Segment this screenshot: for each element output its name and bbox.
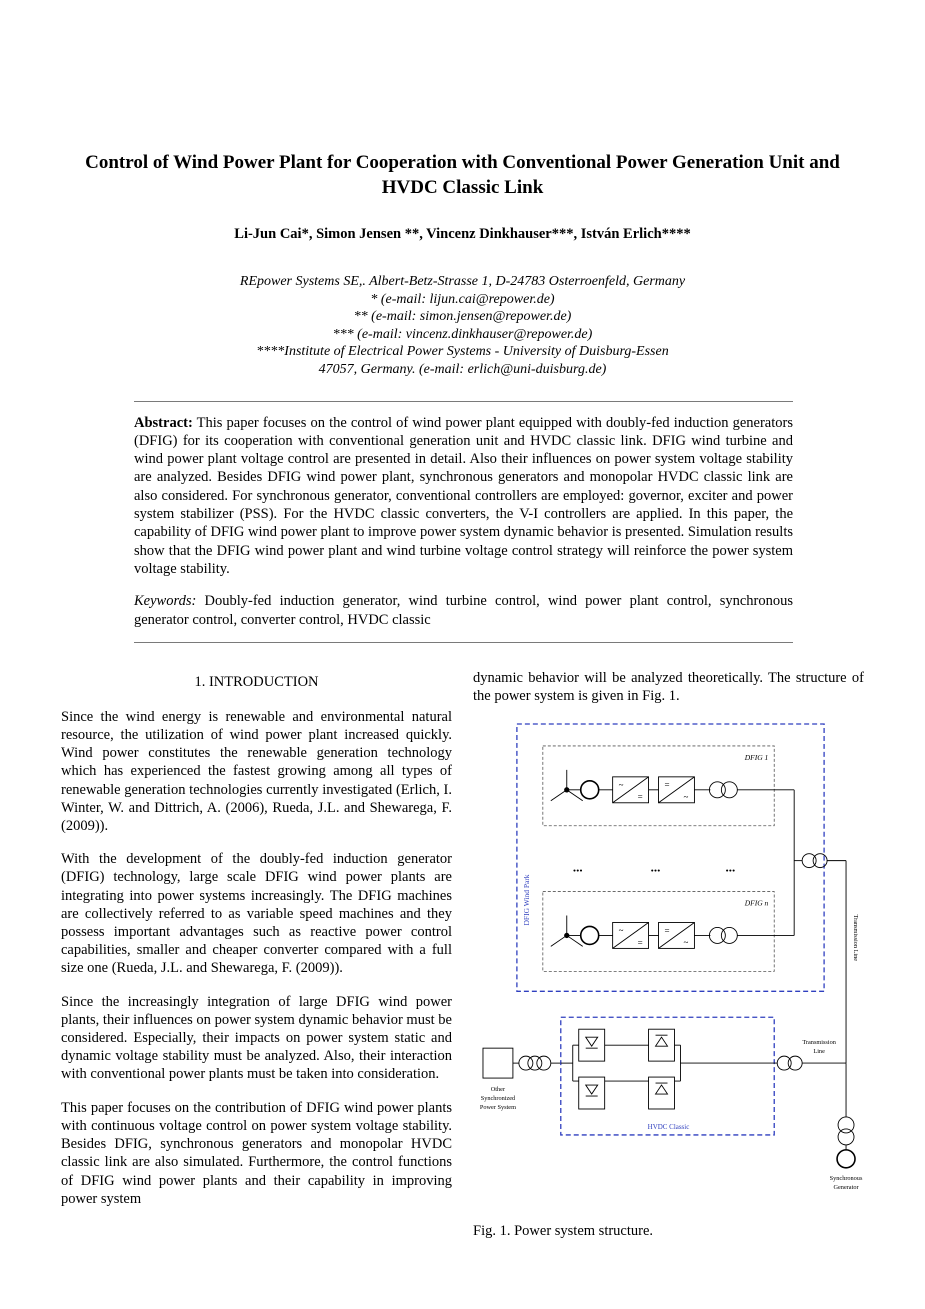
abstract-paragraph [134, 414, 793, 579]
ac-symbol: ~ [683, 792, 689, 803]
transformer-icon [709, 928, 725, 944]
dc-symbol: = [664, 780, 670, 791]
divider [134, 642, 793, 643]
transmission-line-label: Transmission Line [852, 914, 860, 962]
ac-symbol: ~ [618, 925, 624, 936]
body-paragraph: This paper focuses on the contribution of DFIG wind power plants with continuous voltage control on power system voltage stability. Besides DFIG, synchronous generators and monopolar HVDC classic link are also simulated. Furthermore, the control functions of DFIG wind power plants and their capability in improving power system [61, 1099, 452, 1207]
abstract-text: This paper focuses on the control of wind power plant equipped with doubly-fed induction generators (DFIG) for its cooperation with conventional generation unit and HVDC classic link. DFIG wind turbine and wind power plant voltage control are presented in detail. Also their influences on power system voltage stability are analyzed. Besides DFIG wind power plant, synchronous generators and monopolar HVDC classic link are also considered. For synchronous generator, conventional controllers are employed: governor, exciter and power system stabilizer (PSS). For the HVDC classic converters, the V-I controllers are applied. In this paper, the capability of DFIG wind power plant to improve power system dynamic behavior is presented. Simulation results show that the DFIG wind power plant and wind turbine voltage control strategy will reinforce the power system voltage stability. [134, 414, 793, 577]
dfig-unit-n [543, 892, 794, 972]
abstract-section [134, 401, 793, 643]
ac-symbol: ~ [683, 937, 689, 948]
dc-symbol: = [664, 925, 670, 936]
dfig-unit-1 [543, 746, 794, 826]
figure-1 [473, 720, 864, 1240]
keywords-paragraph [134, 592, 793, 629]
figure-caption: Fig. 1. Power system structure. [473, 1223, 654, 1239]
sync-generator-label: Generator [833, 1184, 859, 1192]
two-column-body [0, 669, 925, 1240]
transformer-icon [802, 854, 816, 868]
other-power-system [480, 1048, 561, 1111]
hvdc-output [777, 1039, 846, 1070]
affiliation-line: *** (e-mail: vincenz.dinkhauser@repower.de) [332, 326, 593, 342]
body-paragraph: Since the wind energy is renewable and environmental natural resource, the utilization of wind power plant increased quickly. Wind power constitutes the renewable generation technology which has experienced the fastest growing among all types of renewable generation technologies currently investigated (Erlich, I. Winter, W. and Dittrich, A. (2006), Rueda, J.L. and Shewarega, F. (2009)). [61, 708, 452, 835]
other-system-box [483, 1048, 513, 1078]
generator-converter-chain [569, 923, 794, 949]
affiliation-line: REpower Systems SE,. Albert-Betz-Strasse 1, D-24783 Osterroenfeld, Germany [239, 274, 686, 289]
affiliation-line: ** (e-mail: simon.jensen@repower.de) [353, 309, 572, 325]
keywords-text: Doubly-fed induction generator, wind turbine control, wind power plant control, synchronous generator control, converter control, HVDC classic [134, 593, 793, 628]
authors-line: Li-Jun Cai*, Simon Jensen **, Vincenz Dinkhauser***, István Erlich**** [234, 226, 691, 242]
hvdc-label: HVDC Classic [647, 1123, 690, 1132]
inverter-bridge [649, 1029, 675, 1109]
ellipsis: ... [572, 859, 583, 875]
dfig-unit-label: DFIG 1 [744, 753, 769, 763]
synchronous-generator [830, 1063, 863, 1191]
abstract-label: Abstract: [134, 414, 193, 431]
wind-turbine-icon [551, 770, 583, 801]
wind-park-boundary [517, 724, 824, 991]
sync-generator-label: Synchronous [829, 1175, 863, 1183]
other-system-label: Power System [479, 1104, 516, 1112]
wind-turbine-icon [551, 916, 583, 947]
transformer-icon [838, 1117, 854, 1133]
other-system-label: Other [490, 1086, 506, 1094]
dfig-unit-label: DFIG n [744, 898, 769, 908]
affiliation-line: ****Institute of Electrical Power Systems - University of Duisburg-Essen [256, 344, 669, 360]
transmission-line-label: Line [813, 1048, 825, 1056]
transformer-icon [788, 1056, 802, 1070]
other-system-label: Synchronized [480, 1095, 516, 1103]
rectifier-bridge [579, 1029, 605, 1109]
hvdc-classic-block [561, 1017, 777, 1135]
right-column [473, 669, 864, 1240]
transformer-icon [813, 854, 827, 868]
hvdc-connections [561, 1045, 777, 1081]
dc-symbol: = [637, 792, 643, 803]
section-heading-introduction: 1. INTRODUCTION [194, 673, 319, 690]
transmission-line-label: Transmission [802, 1039, 836, 1047]
divider [134, 401, 793, 402]
wind-park-label: DFIG Wind Park [521, 874, 531, 926]
transformer-icon [709, 782, 725, 798]
transformer-icon [519, 1056, 533, 1070]
transformer-icon [528, 1056, 542, 1070]
transformer-icon [721, 782, 737, 798]
transformer-icon [777, 1056, 791, 1070]
generator-icon [837, 1150, 855, 1168]
transformer-icon [838, 1129, 854, 1145]
affiliation-block [0, 273, 925, 379]
keywords-label: Keywords: [134, 593, 197, 610]
ellipsis: ... [650, 859, 661, 875]
ellipsis: ... [725, 859, 736, 875]
left-column [61, 669, 452, 1240]
generator-converter-chain [569, 777, 794, 803]
body-paragraph: With the development of the doubly-fed induction generator (DFIG) technology, large scale DFIG wind power plants are integrating into power systems increasingly. The DFIG machines are collectively referred to as variable speed machines and they possess important advantages such as reactive power control capabilities, smaller and cheaper converter compared with a full size one (Rueda, J.L. and Shewarega, F. (2009)). [61, 851, 452, 977]
affiliation-line: * (e-mail: lijun.cai@repower.de) [370, 291, 555, 307]
paper-title: Control of Wind Power Plant for Cooperation with Conventional Power Generation Unit and HVDC Classic Link [85, 152, 840, 198]
ac-symbol: ~ [618, 780, 624, 791]
park-bus [794, 790, 846, 936]
body-paragraph: dynamic behavior will be analyzed theoretically. The structure of the power system is given in Fig. 1. [473, 669, 864, 705]
transformer-icon [537, 1056, 551, 1070]
dc-symbol: = [637, 937, 643, 948]
transformer-icon [721, 928, 737, 944]
power-system-diagram [473, 720, 864, 1197]
body-paragraph: Since the increasingly integration of large DFIG wind power plants, their influences on power system dynamic behavior must be considered. Especially, their impacts on power system static and dynamic voltage stability must be analyzed. Also, their interaction with conventional power plants must be taken into consideration. [61, 993, 452, 1083]
affiliation-line: 47057, Germany. (e-mail: erlich@uni-duisburg.de) [318, 361, 607, 377]
